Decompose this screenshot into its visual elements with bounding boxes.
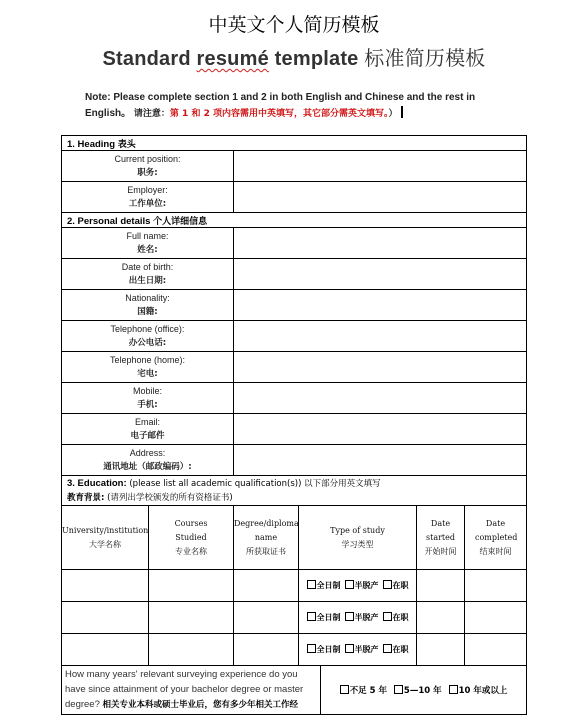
label-en: Full name: [126,231,169,241]
option-5-10-years[interactable] [394,686,442,696]
label-nationality [62,290,234,321]
label-cn: 手机: [137,400,158,410]
col-en: University/institution [62,525,149,535]
option-part-time[interactable] [345,613,379,622]
option-on-job[interactable] [383,581,409,590]
label-mobile [62,383,234,414]
checkbox-icon[interactable] [307,580,316,589]
cell-date-started[interactable] [417,634,465,666]
col-en: Type of study [330,525,385,535]
option-label: 半脱产 [354,613,379,622]
label-telephone-office [62,321,234,352]
cell-date-started[interactable] [417,570,465,602]
cell-university[interactable] [62,634,149,666]
checkbox-icon[interactable] [345,580,354,589]
col-degree [234,506,299,570]
section-3-title-rest: (please list all academic qualification(s)) 以下部分用英文填写 [126,478,381,489]
label-telephone-home [62,352,234,383]
col-type-of-study [299,506,417,570]
label-en: Email: [134,417,160,427]
col-date-started [417,506,465,570]
option-label: 在职 [392,581,409,590]
option-on-job[interactable] [383,613,409,622]
cell-courses[interactable] [149,570,234,602]
option-full-time[interactable] [307,613,341,622]
title-chinese: 中英文个人简历模板 [208,14,380,36]
option-10-plus-years[interactable] [449,686,508,696]
col-cn: 开始时间 [424,546,457,556]
study-type-options [299,634,417,666]
label-en: Address: [129,448,166,458]
label-employer [62,182,234,213]
input-address[interactable] [234,445,527,476]
label-cn: 国籍: [137,307,158,317]
education-row [62,634,527,666]
checkbox-icon[interactable] [307,612,316,621]
spell-check-word: resumé [196,48,269,70]
label-current-position [62,151,234,182]
section-1-title: 1. Heading [67,138,116,150]
col-cn: 学习类型 [341,539,374,549]
cell-university[interactable] [62,602,149,634]
col-en: Date completed [475,518,518,542]
section-2-title: 2. Personal details [67,215,151,227]
note-end: ） [388,109,398,119]
label-cn: 通讯地址（邮政编码）: [103,462,192,472]
section-3-title-cn-rest: (请列出学校颁发的所有资格证书) [104,492,233,503]
option-label: 在职 [392,645,409,654]
input-mobile[interactable] [234,383,527,414]
checkbox-icon[interactable] [345,644,354,653]
section-2-title-cn: 个人详细信息 [153,216,208,227]
checkbox-icon[interactable] [383,580,392,589]
checkbox-icon[interactable] [383,644,392,653]
question-cn: 相关专业本科或硕士毕业后，您有多少年相关工作经 [102,700,299,710]
education-row [62,570,527,602]
study-type-options [299,602,417,634]
label-en: Mobile: [132,386,162,396]
col-cn: 所获取证书 [246,546,286,556]
option-label: 在职 [392,613,409,622]
option-label: 5—10 年 [403,686,442,696]
col-cn: 大学名称 [89,539,121,549]
option-label: 全日制 [316,581,341,590]
option-label: 全日制 [316,613,341,622]
label-email [62,414,234,445]
note-red-text: 第 1 和 2 项内容需用中英填写，其它部分需英文填写。 [169,109,389,119]
input-email[interactable] [234,414,527,445]
checkbox-icon[interactable] [345,612,354,621]
col-date-completed [465,506,527,570]
checkbox-icon[interactable] [449,685,458,694]
cell-date-completed[interactable] [465,634,527,666]
title-english [0,42,588,71]
input-date-of-birth[interactable] [234,259,527,290]
input-telephone-office[interactable] [234,321,527,352]
question-en: How many years' relevant surveying experience do you have since attainment of your bachelor degree or master degree? [65,669,304,710]
col-courses [149,506,234,570]
instructions-note [85,90,515,122]
option-full-time[interactable] [307,581,341,590]
input-full-name[interactable] [234,228,527,259]
section-heading [62,136,527,151]
label-full-name [62,228,234,259]
cell-date-completed[interactable] [465,570,527,602]
option-label: 全日制 [316,645,341,654]
experience-question [62,666,321,715]
col-en: Courses Studied [174,518,208,542]
label-en: Telephone (office): [110,324,185,334]
cell-degree[interactable] [234,570,299,602]
label-en: Employer: [127,185,168,195]
cell-courses[interactable] [149,634,234,666]
label-en: Date of birth: [121,262,174,272]
input-telephone-home[interactable] [234,352,527,383]
label-cn: 职务: [137,168,158,178]
title-english-text: Standard resumé template [102,48,359,70]
cell-date-started[interactable] [417,602,465,634]
col-cn: 专业名称 [175,546,207,556]
col-university [62,506,149,570]
input-nationality[interactable] [234,290,527,321]
input-current-position[interactable] [234,151,527,182]
checkbox-icon[interactable] [307,644,316,653]
cell-date-completed[interactable] [465,602,527,634]
text-cursor [401,106,403,118]
label-cn: 宅电: [137,369,158,379]
input-employer[interactable] [234,182,527,213]
option-part-time[interactable] [345,645,379,654]
col-en: Date started [426,518,455,542]
option-full-time[interactable] [307,645,341,654]
label-cn: 电子邮件 [130,431,165,441]
cell-university[interactable] [62,570,149,602]
checkbox-icon[interactable] [340,685,349,694]
option-label: 半脱产 [354,645,379,654]
col-cn: 结束时间 [479,546,512,556]
label-date-of-birth [62,259,234,290]
label-en: Current position: [114,154,181,164]
section-3-title-cn: 教育背景: [67,492,105,503]
label-cn: 工作单位: [128,199,167,209]
label-en: Telephone (home): [109,355,186,365]
note-english: Note: Please complete section 1 and 2 in both English and Chinese and the rest in English。 [85,92,476,119]
section-personal-details [62,213,527,228]
option-part-time[interactable] [345,581,379,590]
option-under-5-years[interactable] [340,686,387,696]
cell-courses[interactable] [149,602,234,634]
title-english-cn: 标准简历模板 [364,46,486,70]
section-3-title: 3. Education: [67,477,127,489]
label-en: Nationality: [125,293,170,303]
section-education [62,476,527,506]
resume-table [61,135,527,715]
section-1-title-cn: 表头 [117,139,136,150]
option-label: 半脱产 [354,581,379,590]
option-on-job[interactable] [383,645,409,654]
education-row [62,602,527,634]
checkbox-icon[interactable] [383,612,392,621]
label-cn: 出生日期: [128,276,167,286]
col-en: Degree/diploma name [234,518,299,542]
option-label: 不足 5 年 [349,686,387,696]
option-label: 10 年或以上 [458,686,508,696]
study-type-options [299,570,417,602]
cell-degree[interactable] [234,634,299,666]
label-address [62,445,234,476]
label-cn: 姓名: [137,245,158,255]
cell-degree[interactable] [234,602,299,634]
experience-options [321,666,527,715]
checkbox-icon[interactable] [394,685,403,694]
note-label-cn: 请注意： [133,109,170,119]
label-cn: 办公电话: [128,338,167,348]
